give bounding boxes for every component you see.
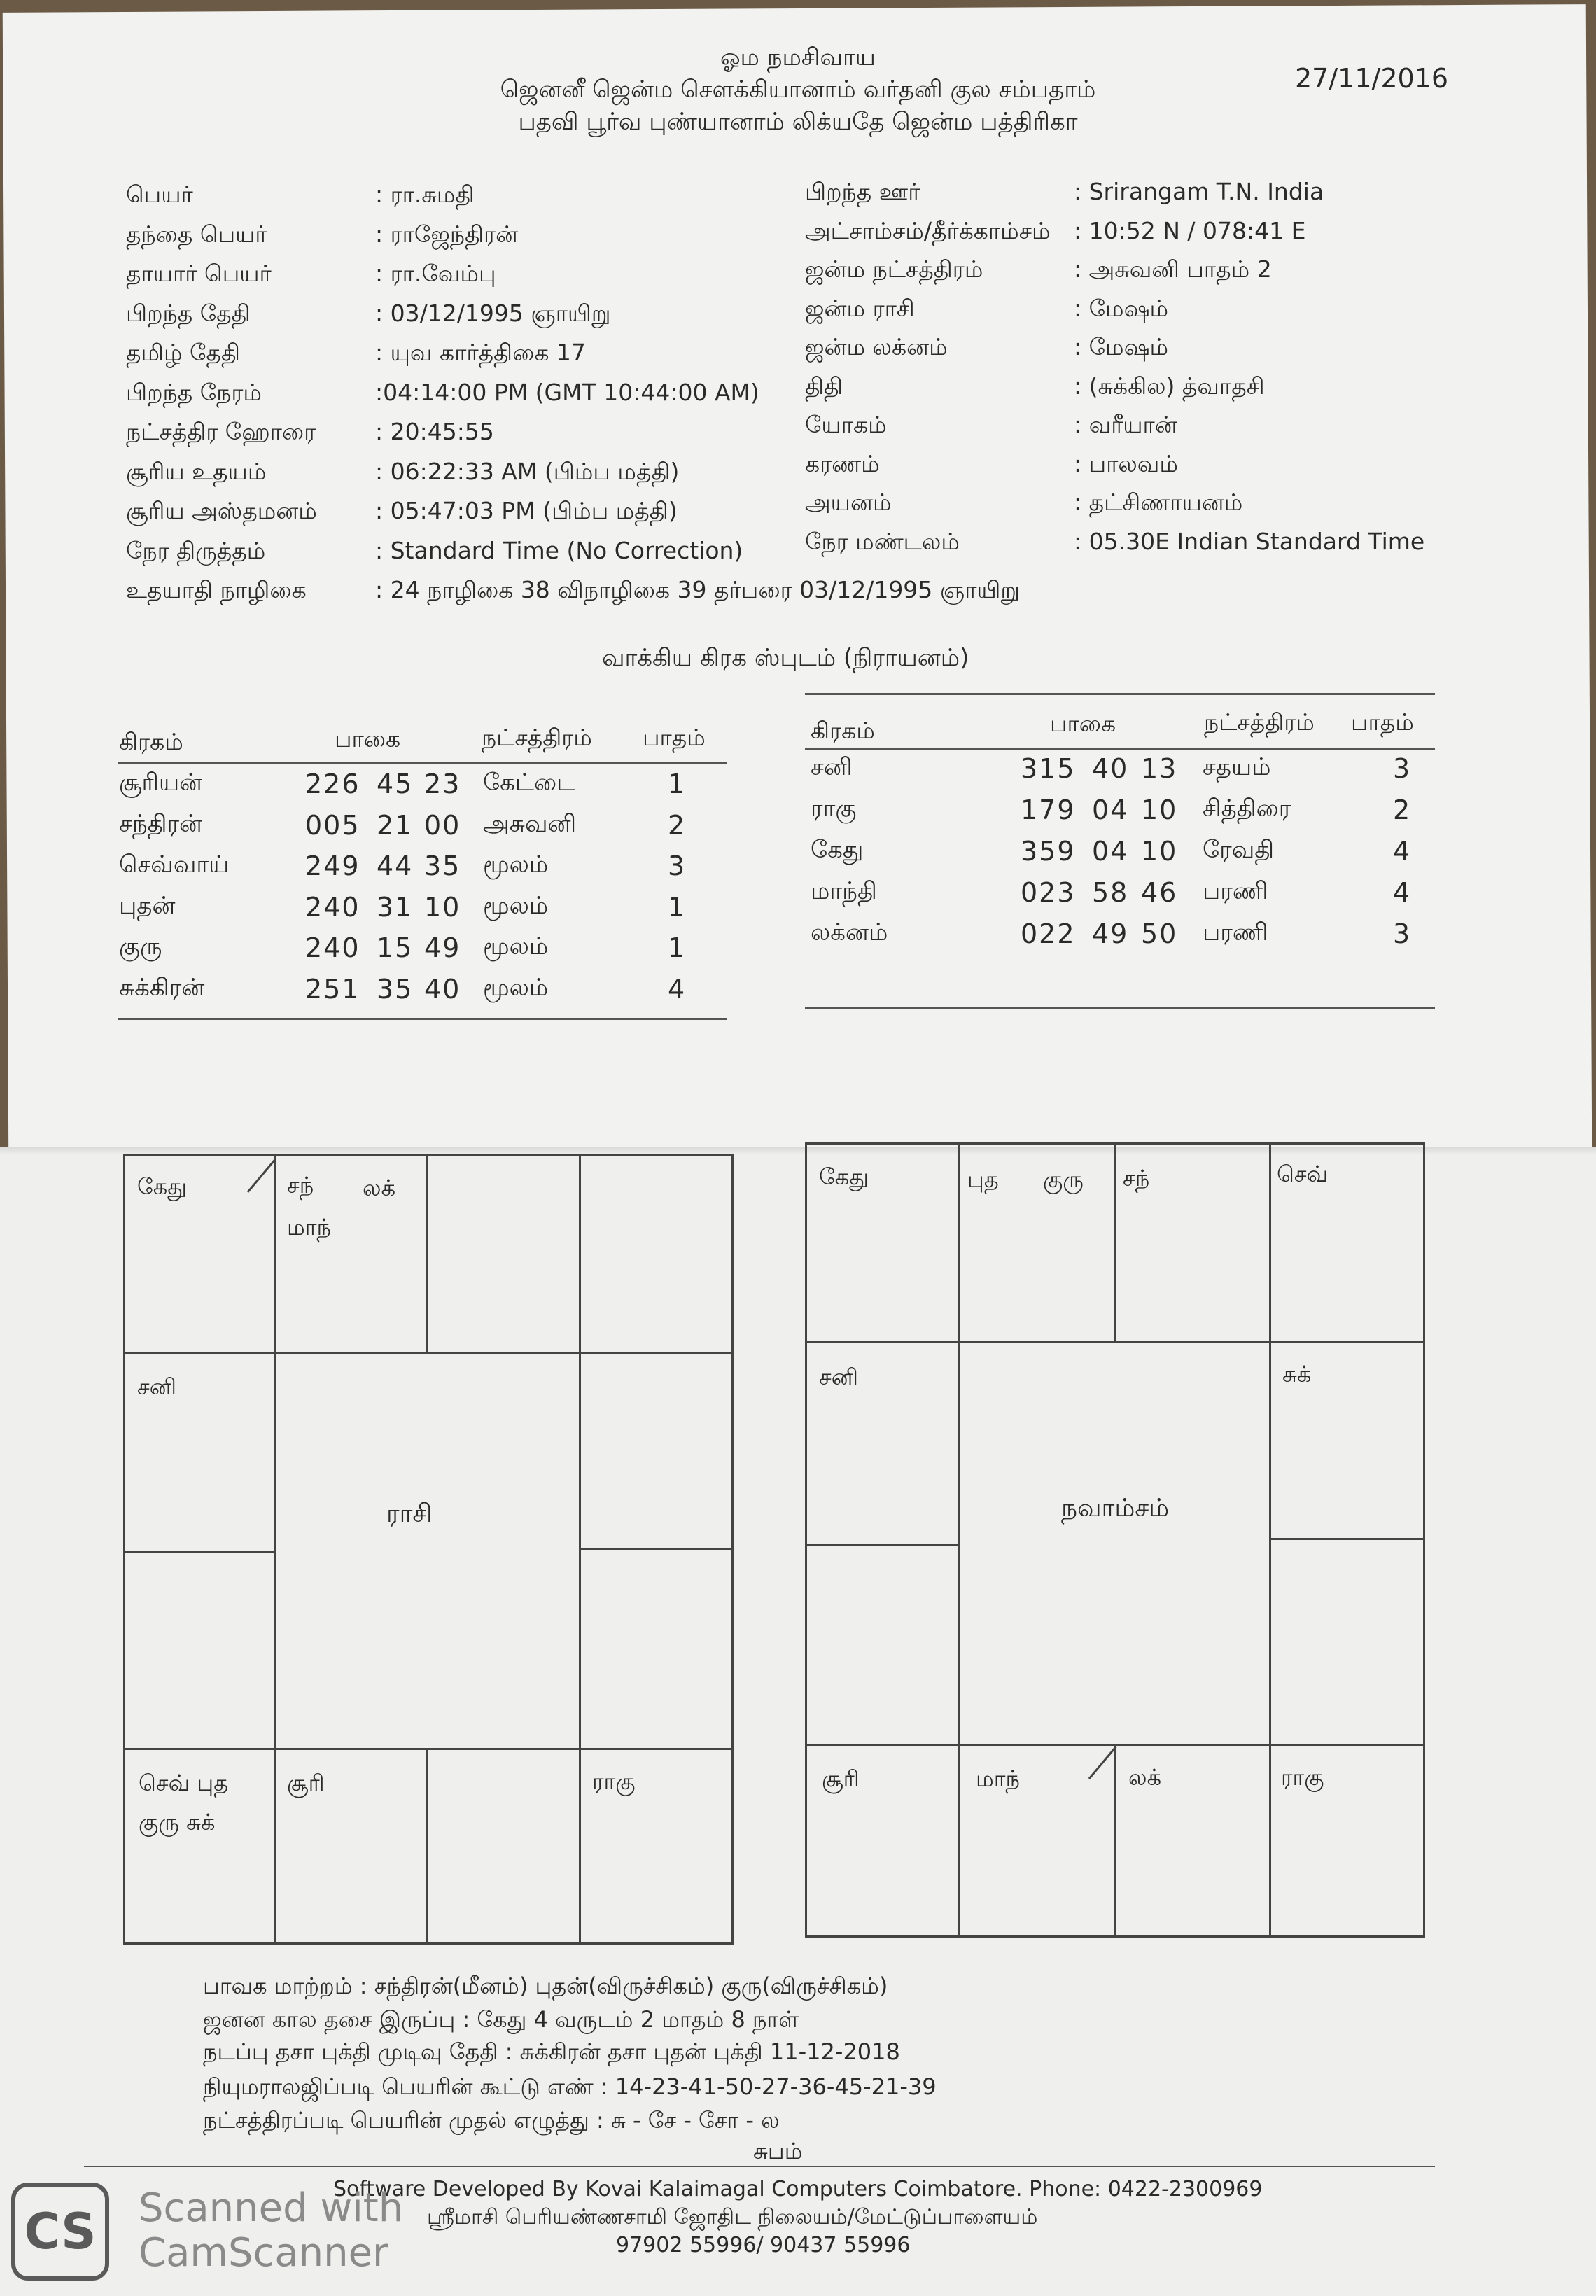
detail-right-label: ஜன்ம ராசி (805, 294, 915, 322)
camscanner-text-1: Scanned with (139, 2185, 404, 2231)
table-right-row-min: 04 (1092, 794, 1129, 825)
detail-left-label: சூரிய உதயம் (126, 457, 267, 485)
detail-left-label: பிறந்த தேதி (126, 299, 251, 327)
rasi-cell-12: சனி (137, 1373, 176, 1400)
detail-right-value: : மேஷம் (1074, 294, 1169, 322)
table-right-row-min: 49 (1092, 918, 1129, 949)
table-right-row-star: பரணி (1203, 877, 1268, 905)
table-right-row-deg: 023 (1021, 877, 1076, 908)
camscanner-text-2: CamScanner (139, 2230, 389, 2276)
detail-left-label: தந்தை பெயர் (126, 220, 267, 248)
table-left-row-star: அசுவனி (483, 809, 577, 838)
table-right-row-planet: சனி (811, 753, 853, 781)
table-left-row-pada: 3 (668, 850, 687, 881)
header-verse-2: பதவி பூர்வ புண்யானாம் லிக்யதே ஜென்ம பத்திரிகா (518, 108, 1078, 136)
rasi-cell-2-lagna: லக் (363, 1175, 396, 1201)
detail-right-value: : பாலவம் (1074, 449, 1178, 477)
table-right-row-star: பரணி (1203, 918, 1268, 946)
navamsa-cell-12: சனி (819, 1364, 858, 1390)
detail-right-value: : வரீயான் (1074, 411, 1177, 438)
table-right-row-deg: 022 (1021, 918, 1076, 949)
navamsa-cell-6: ராகு (1281, 1764, 1324, 1791)
detail-left-value: : யுவ கார்த்திகை 17 (375, 339, 586, 366)
table-left-row-planet: புதன் (119, 891, 176, 920)
table-left-row-pada: 1 (668, 932, 687, 963)
table-left-row-sec: 40 (424, 973, 461, 1004)
table-right-row-deg: 179 (1021, 794, 1076, 825)
table-left-row-min: 44 (377, 850, 414, 881)
table-left-row-pada: 1 (668, 891, 687, 923)
detail-left-value: :04:14:00 PM (GMT 10:44:00 AM) (375, 378, 760, 406)
detail-right-label: நேர மண்டலம் (805, 527, 960, 555)
table-right-row-sec: 46 (1141, 877, 1178, 908)
detail-right-value: : மேஷம் (1074, 333, 1169, 360)
table-left-row-pada: 2 (668, 809, 687, 841)
table-right-header-rule (805, 748, 1435, 750)
table-left-row-deg: 226 (305, 769, 360, 799)
detail-left-label: பிறந்த நேரம் (126, 378, 262, 406)
table-left-row-pada: 4 (668, 973, 687, 1004)
detail-left-label: பெயர் (126, 181, 193, 208)
planet-table-title: வாக்கிய கிரக ஸ்புடம் (நிராயனம்) (602, 644, 969, 672)
bottom-line-dasa-balance: ஜனன கால தசை இருப்பு : கேது 4 வருடம் 2 மாதம் 8 நாள் (203, 2006, 799, 2033)
navamsa-cell-5: சுக் (1282, 1361, 1312, 1387)
detail-right-label: அட்சாம்சம்/தீர்க்காம்சம் (805, 216, 1051, 244)
table-left-row-star: கேட்டை (483, 769, 576, 797)
detail-right-value: : Srirangam T.N. India (1074, 178, 1324, 205)
table-right-row-pada: 3 (1393, 753, 1412, 784)
navamsa-cell-4: செவ் (1277, 1161, 1329, 1187)
detail-left-value: : 06:22:33 AM (பிம்ப மத்தி) (375, 457, 680, 485)
detail-right-value: : தட்சிணாயனம் (1074, 489, 1243, 516)
table-left-row-star: மூலம் (483, 932, 549, 960)
detail-right-value: : 05.30E Indian Standard Time (1074, 527, 1425, 555)
bottom-line-bhava: பாவக மாற்றம் : சந்திரன்(மீனம்) புதன்(விருச்சிகம்) குரு(விருச்சிகம்) (203, 1973, 888, 1999)
table-left-row-planet: சந்திரன் (119, 809, 203, 838)
rasi-cell-9-b: குரு சுக் (139, 1809, 216, 1835)
table-right-top-rule (805, 693, 1435, 695)
detail-left-value: : ரா.வேம்பு (375, 260, 496, 287)
detail-right-label: யோகம் (805, 411, 887, 438)
table-right-row-star: ரேவதி (1203, 836, 1275, 864)
detail-left-label: நேர திருத்தம் (126, 536, 266, 564)
th-star-left: நட்சத்திரம் (482, 724, 592, 751)
table-left-row-deg: 251 (305, 973, 360, 1004)
table-left-row-min: 15 (377, 932, 414, 963)
table-left-row-deg: 005 (305, 809, 360, 841)
rasi-cell-2-mandi: மாந் (287, 1214, 331, 1240)
detail-left-value: : ரா.சுமதி (375, 181, 475, 208)
th-degree-right: பாகை (1050, 710, 1116, 737)
table-left-row-min: 35 (377, 973, 414, 1004)
table-left-row-star: மூலம் (483, 891, 549, 920)
bottom-line-first-letter: நட்சத்திரப்படி பெயரின் முதல் எழுத்து : சு - சே - சோ - ல (203, 2107, 780, 2134)
table-right-row-sec: 10 (1141, 836, 1178, 867)
detail-right-value: : (சுக்கில) த்வாதசி (1074, 372, 1265, 400)
table-left-row-deg: 249 (305, 850, 360, 881)
th-pada-right: பாதம் (1351, 708, 1414, 736)
header-verse-1: ஜெனனீ ஜென்ம சௌக்கியானாம் வர்தனி குல சம்பதாம் (500, 76, 1096, 104)
table-left-row-sec: 35 (424, 850, 461, 881)
table-right-row-sec: 13 (1141, 753, 1178, 784)
th-pada-left: பாதம் (643, 724, 706, 751)
table-left-row-sec: 10 (424, 891, 461, 923)
navamsa-chart (805, 1142, 1425, 1938)
rasi-cell-8: சூரி (287, 1770, 325, 1796)
table-right-bottom-rule (805, 1007, 1435, 1009)
detail-right-label: பிறந்த ஊர் (805, 178, 920, 205)
navamsa-cell-7: லக் (1128, 1764, 1162, 1791)
detail-left-value: : 03/12/1995 ஞாயிறு (375, 299, 611, 327)
table-left-row-star: மூலம் (483, 850, 549, 878)
print-date: 27/11/2016 (1295, 63, 1449, 94)
detail-right-value: : 10:52 N / 078:41 E (1074, 216, 1306, 244)
subham: சுபம் (753, 2138, 803, 2164)
rasi-cell-6: ராகு (592, 1768, 636, 1795)
camscanner-logo: CS (11, 2183, 109, 2281)
table-right-row-planet: மாந்தி (811, 877, 877, 905)
table-right-row-planet: ராகு (811, 794, 857, 822)
table-left-row-deg: 240 (305, 891, 360, 923)
detail-right-label: அயனம் (805, 489, 892, 516)
detail-right-label: கரணம் (805, 449, 880, 477)
bottom-line-current-dasa: நடப்பு தசா புக்தி முடிவு தேதி : சுக்கிரன் தசா புதன் புக்தி 11-12-2018 (203, 2038, 900, 2065)
footer-rule (84, 2166, 1435, 2167)
table-right-row-deg: 359 (1021, 836, 1076, 867)
table-left-row-star: மூலம் (483, 973, 549, 1002)
table-right-row-star: சித்திரை (1203, 794, 1292, 822)
table-left-bottom-rule (118, 1018, 727, 1020)
rasi-cell-9-a: செவ் புத (139, 1770, 229, 1796)
detail-left-label: நட்சத்திர ஹோரை (126, 418, 316, 445)
footer-astrologer: ஸ்ரீமாசி பெரியண்ணசாமி ஜோதிட நிலையம்/மேட்டுப்பாளையம் (427, 2205, 1038, 2230)
detail-left-label: சூரிய அஸ்தமனம் (126, 497, 317, 524)
th-planet-right: கிரகம் (811, 717, 875, 744)
th-star-right: நட்சத்திரம் (1204, 708, 1315, 736)
navamsa-cell-3: சந் (1123, 1165, 1150, 1191)
table-left-row-pada: 1 (668, 769, 687, 799)
detail-left-value: : 24 நாழிகை 38 விநாழிகை 39 தர்பரை 03/12/1995 ஞாயிறு (375, 576, 1020, 603)
table-right-row-sec: 10 (1141, 794, 1178, 825)
table-left-row-sec: 00 (424, 809, 461, 841)
header-invocation: ஓம நமசிவாய (720, 43, 876, 71)
table-right-row-pada: 4 (1393, 836, 1412, 867)
th-planet-left: கிரகம் (119, 728, 183, 755)
table-right-row-pada: 2 (1393, 794, 1412, 825)
bottom-line-numerology: நியுமராலஜிப்படி பெயரின் கூட்டு எண் : 14-23-41-50-27-36-45-21-39 (203, 2073, 937, 2100)
navamsa-center-label: நவாம்சம் (1061, 1494, 1170, 1522)
table-left-row-planet: குரு (119, 932, 162, 960)
th-degree-left: பாகை (335, 725, 401, 752)
table-left-row-sec: 49 (424, 932, 461, 963)
detail-right-label: ஜன்ம நட்சத்திரம் (805, 255, 983, 283)
detail-left-value: : ராஜேந்திரன் (375, 220, 519, 248)
navamsa-cell-8: மாந் (976, 1765, 1020, 1792)
table-right-row-planet: லக்னம் (811, 918, 888, 946)
table-left-top-rule (118, 762, 727, 764)
table-right-row-star: சதயம் (1203, 753, 1271, 781)
table-right-row-min: 04 (1092, 836, 1129, 867)
navamsa-cell-2-jupiter: குரு (1043, 1166, 1084, 1193)
table-left-row-min: 31 (377, 891, 414, 923)
table-left-row-sec: 23 (424, 769, 461, 799)
table-right-row-sec: 50 (1141, 918, 1178, 949)
rasi-cell-2-moon: சந் (287, 1172, 314, 1198)
table-left-row-planet: சூரியன் (119, 769, 203, 797)
detail-left-value: : Standard Time (No Correction) (375, 536, 743, 564)
table-right-row-pada: 3 (1393, 918, 1412, 949)
table-right-row-min: 40 (1092, 753, 1129, 784)
table-left-row-planet: செவ்வாய் (119, 850, 230, 878)
navamsa-cell-9: சூரி (822, 1765, 860, 1792)
table-left-row-deg: 240 (305, 932, 360, 963)
table-right-row-deg: 315 (1021, 753, 1076, 784)
table-left-row-planet: சுக்கிரன் (119, 973, 205, 1002)
detail-left-value: : 20:45:55 (375, 418, 494, 445)
table-left-row-min: 21 (377, 809, 414, 841)
detail-left-label: தமிழ் தேதி (126, 339, 240, 366)
detail-right-value: : அசுவனி பாதம் 2 (1074, 255, 1272, 283)
table-left-row-min: 45 (377, 769, 414, 799)
detail-left-label: உதயாதி நாழிகை (126, 576, 307, 603)
detail-left-label: தாயார் பெயர் (126, 260, 272, 287)
navamsa-cell-1: கேது (819, 1163, 869, 1190)
footer-phones: 97902 55996/ 90437 55996 (616, 2233, 911, 2258)
navamsa-cell-2-mercury: புத (967, 1166, 999, 1193)
rasi-center-label: ராசி (386, 1499, 433, 1528)
table-right-row-pada: 4 (1393, 877, 1412, 908)
table-right-row-planet: கேது (811, 836, 864, 864)
detail-left-value: : 05:47:03 PM (பிம்ப மத்தி) (375, 497, 678, 524)
rasi-cell-1: கேது (137, 1173, 187, 1200)
detail-right-label: ஜன்ம லக்னம் (805, 333, 948, 360)
footer-software: Software Developed By Kovai Kalaimagal Computers Coimbatore. Phone: 0422-2300969 (333, 2177, 1263, 2202)
table-right-row-min: 58 (1092, 877, 1129, 908)
detail-right-label: திதி (805, 372, 844, 400)
